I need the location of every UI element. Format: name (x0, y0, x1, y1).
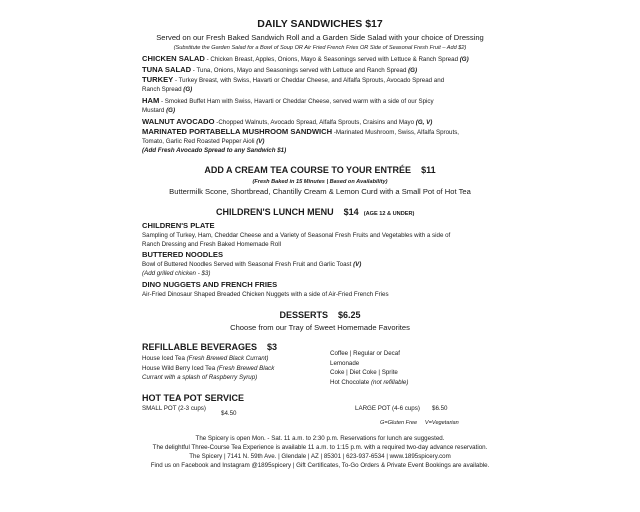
beverage-lemonade: Lemonade (330, 360, 360, 367)
footer-tea-experience: The delightful Three-Course Tea Experience is available 11 a.m. to 1:15 p.m. with a required two-day advance reservation. (152, 444, 488, 451)
beverage-hot-chocolate (330, 379, 408, 386)
daily-sandwiches-intro: Served on our Fresh Baked Sandwich Roll and a Garden Side Salad with your choice of Dressing (156, 33, 484, 42)
item-turkey-cont (142, 86, 192, 93)
beverage-name: House Iced Tea (142, 355, 187, 362)
childrens-plate-desc-cont: Ranch Dressing and Fresh Baked Homemade Roll (142, 241, 281, 248)
item-tag: (G, V) (415, 119, 433, 126)
desserts-title: DESSERTS (279, 310, 328, 320)
desserts-price: $6.25 (338, 310, 361, 320)
footer-hours: The Spicery is open Mon. - Sat. 11 a.m. to 2:30 p.m. Reservations for lunch are suggested. (195, 435, 445, 442)
footer-social: Find us on Facebook and Instagram @1895spicery | Gift Certificates, To-Go Orders & Private Event Bookings are available. (150, 462, 490, 469)
beverage-coffee: Coffee | Regular or Decaf (330, 350, 400, 357)
item-walnut-avocado (142, 117, 432, 126)
item-desc: -Marinated Mushroom, Swiss, Alfalfa Sprouts, (332, 129, 460, 136)
beverage-note: (Fresh Brewed Black (216, 365, 275, 372)
childrens-plate-desc: Sampling of Turkey, Ham, Cheddar Cheese and a Variety of Seasonal Fresh Fruits and Vegetables with a side of (142, 232, 451, 239)
buttered-noodles-add: (Add grilled chicken - $3) (142, 270, 211, 277)
diet-legend: G=Gluten Free V=Vegetarian (380, 420, 459, 426)
item-tag: (V) (256, 138, 265, 145)
children-title: CHILDREN'S LUNCH MENU (216, 207, 334, 217)
substitute-note: (Substitute the Garden Salad for a Bowl of Soup OR Air Fried French Fries OR Side of Seasonal Fresh Fruit – Add $2) (173, 45, 467, 51)
beverages-price: $3 (267, 342, 278, 352)
teapot-title: HOT TEA POT SERVICE (142, 393, 245, 403)
item-ham-cont (142, 107, 175, 114)
item-desc: -Chopped Walnuts, Avocado Spread, Alfalfa Sprouts, Craisins and Mayo (214, 119, 416, 126)
beverage-note: (not refillable) (370, 379, 409, 386)
item-name: MARINATED PORTABELLA MUSHROOM SANDWICH (142, 127, 333, 136)
tea-course-title: ADD A CREAM TEA COURSE TO YOUR ENTRÉE (204, 165, 412, 175)
item-tuna-salad (142, 65, 417, 74)
desserts-desc: Choose from our Tray of Sweet Homemade Favorites (230, 323, 410, 332)
large-pot-price: $6.50 (432, 405, 448, 412)
tea-course-price: $11 (421, 165, 436, 175)
beverage-name: House Wild Berry Iced Tea (142, 365, 217, 372)
item-name: HAM (142, 96, 160, 105)
item-tag: (G) (183, 86, 193, 93)
beverage-note: (Fresh Brewed Black Currant) (186, 355, 269, 362)
beverage-sodas: Coke | Diet Coke | Sprite (330, 369, 398, 376)
beverage-wild-berry-tea (142, 365, 274, 372)
item-ham (142, 96, 434, 105)
beverage-house-iced-tea (142, 355, 268, 362)
item-name: TURKEY (142, 75, 174, 84)
item-desc: - Chicken Breast, Apples, Onions, Mayo & Seasonings served with Lettuce & Ranch Spread (204, 56, 460, 63)
item-desc: - Smoked Buffet Ham with Swiss, Havarti or Cheddar Cheese, served warm with a side of our Spicy (159, 98, 434, 105)
item-name: TUNA SALAD (142, 65, 192, 74)
childrens-plate-title: CHILDREN'S PLATE (142, 221, 215, 230)
noodles-desc: Bowl of Buttered Noodles Served with Seasonal Fresh Fruit and Garlic Toast (142, 261, 354, 268)
item-portabella-cont (142, 138, 264, 145)
dino-nuggets-desc: Air-Fried Dinosaur Shaped Breaded Chicken Nuggets with a side of Air-Fried French Fries (142, 291, 389, 298)
buttered-noodles-title: BUTTERED NOODLES (142, 250, 224, 259)
children-heading (216, 207, 414, 217)
item-turkey (142, 75, 444, 84)
tea-course-heading (0, 165, 640, 175)
beverage-wild-berry-tea-cont: Currant with a splash of Raspberry Syrup) (142, 374, 258, 381)
item-desc2: Tomato, Garlic Red Roasted Pepper Aioli (142, 138, 257, 145)
children-price: $14 (343, 207, 359, 217)
avocado-note: (Add Fresh Avocado Spread to any Sandwich $1) (142, 147, 287, 154)
item-tag: (G) (408, 67, 418, 74)
beverage-name: Hot Chocolate (330, 379, 371, 386)
item-tag: (G) (459, 56, 469, 63)
noodles-tag: (V) (353, 261, 362, 268)
tea-course-note: (Fresh Baked in 15 Minutes | Based on Availability) (252, 179, 388, 185)
item-tag: (G) (166, 107, 176, 114)
item-desc: - Turkey Breast, with Swiss, Havarti or Cheddar Cheese, and Alfalfa Sprouts, Avocado Spread and (173, 77, 445, 84)
small-pot-price: $4.50 (221, 410, 237, 417)
item-desc: - Tuna, Onions, Mayo and Seasonings served with Lettuce and Ranch Spread (191, 67, 409, 74)
beverages-title: REFILLABLE BEVERAGES (142, 342, 258, 352)
large-pot-label: LARGE POT (4-6 cups) (355, 405, 420, 412)
footer-address: The Spicery | 7141 N. 59th Ave. | Glendale | AZ | 85301 | 623-937-6534 | www.1895spicery.com (189, 453, 451, 460)
item-name: WALNUT AVOCADO (142, 117, 215, 126)
buttered-noodles-desc (142, 261, 361, 268)
item-portabella (142, 127, 459, 136)
tea-course-desc: Buttermilk Scone, Shortbread, Chantilly Cream & Lemon Curd with a Small Pot of Hot Tea (169, 187, 471, 196)
item-desc2: Mustard (142, 107, 167, 114)
dino-nuggets-title: DINO NUGGETS AND FRENCH FRIES (142, 280, 278, 289)
desserts-heading (0, 310, 640, 320)
children-age: (AGE 12 & UNDER) (363, 211, 415, 217)
item-name: CHICKEN SALAD (142, 54, 205, 63)
small-pot-label: SMALL POT (2-3 cups) (142, 405, 206, 412)
item-desc2: Ranch Spread (142, 86, 184, 93)
item-chicken-salad (142, 54, 469, 63)
daily-sandwiches-title: DAILY SANDWICHES $17 (257, 18, 383, 30)
beverages-heading (142, 342, 277, 352)
